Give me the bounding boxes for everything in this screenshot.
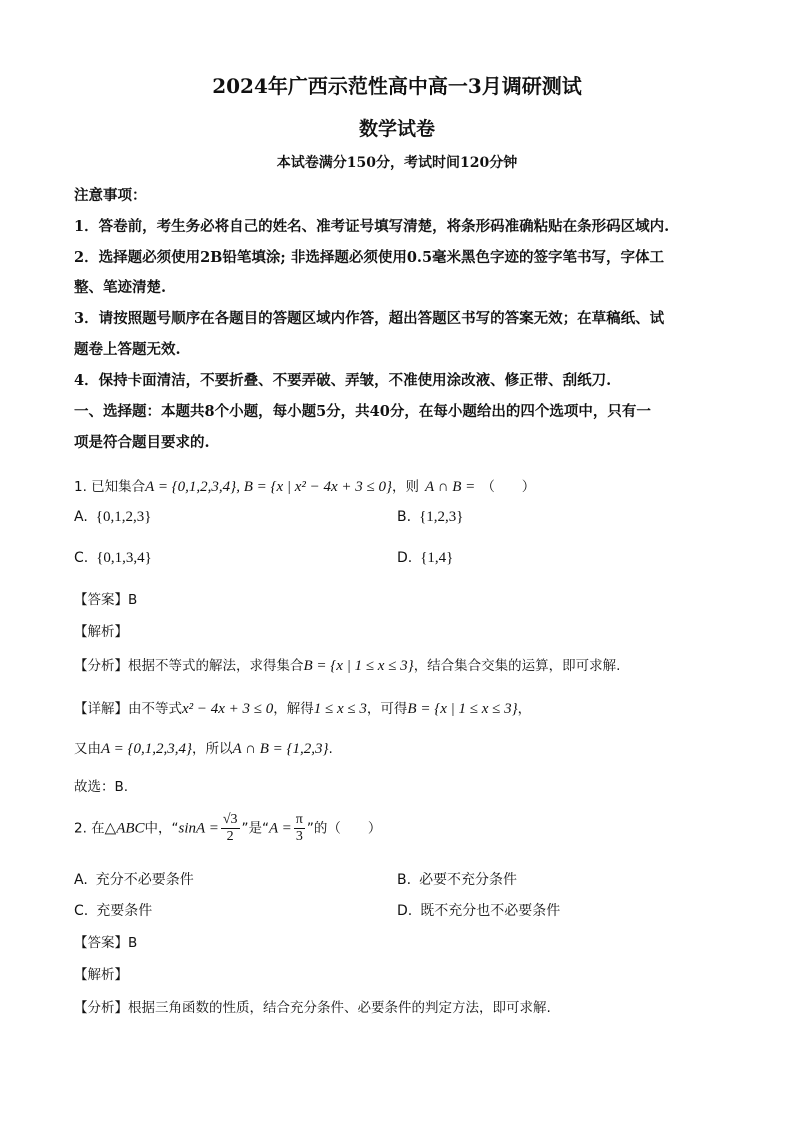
q1-prefix: 1. 已知集合	[74, 479, 146, 495]
note-item-3: 3．请按照题号顺序在各题目的答题区域内作答，超出答题区书写的答案无效；在草稿纸、试	[74, 310, 665, 327]
option-label: D.	[397, 550, 413, 566]
frac-numerator: √3	[222, 812, 238, 827]
document-subtitle: 数学试卷	[358, 118, 435, 140]
note-item-1: 1．答卷前，考生务必将自己的姓名、准考证号填写清楚，将条形码准确粘贴在条形码区域内.	[74, 218, 670, 235]
q1-fenxi	[74, 654, 734, 675]
fenxi-tag: 【分析】	[74, 1000, 128, 1016]
option-label: B.	[397, 509, 412, 525]
q1-analysis-tag: 【解析】	[74, 624, 128, 640]
option-value: 既不充分也不必要条件	[420, 903, 561, 919]
q2-prefix: 2. 在	[74, 820, 105, 837]
answer-value: B	[128, 935, 138, 951]
option-label: B.	[397, 872, 412, 888]
option-value: {0,1,2,3}	[95, 509, 152, 525]
q2-option-d	[397, 900, 560, 920]
notes-heading: 注意事项：	[74, 187, 147, 204]
frac-numerator: π	[295, 812, 303, 827]
note-item-4: 4．保持卡面清洁，不要折叠、不要弄破、弄皱，不准使用涂改液、修正带、刮纸刀.	[74, 372, 612, 389]
q2-triangle: △ABC	[104, 820, 145, 837]
answer-tag: 【答案】	[74, 592, 128, 608]
frac-denominator: 3	[295, 829, 303, 844]
option-label: C.	[74, 903, 89, 919]
option-label: A.	[74, 509, 88, 525]
q1-option-b	[397, 509, 463, 526]
fenxi-tag: 【分析】	[74, 658, 128, 674]
q1-option-a	[74, 509, 151, 526]
option-value: 必要不充分条件	[419, 872, 518, 888]
option-value: 充要条件	[96, 903, 153, 919]
option-label: D.	[397, 903, 413, 919]
q1-choose: 故选：B.	[74, 779, 129, 795]
xj2-math-1: A = {0,1,2,3,4}	[101, 741, 193, 757]
q2-option-a	[74, 869, 194, 889]
xj-text-2: ，解得	[273, 701, 314, 717]
frac-denominator: 2	[226, 829, 234, 844]
xj-text-3: ，可得	[366, 701, 408, 717]
question-1-stem	[74, 475, 734, 496]
q1-suffix: ，则	[392, 479, 420, 495]
q1-set-b: , B = {x | x² − 4x + 3 ≤ 0}	[236, 479, 393, 495]
q2-mid-2: ”是“	[241, 820, 270, 837]
question-2-stem	[74, 812, 734, 845]
q1-option-d	[397, 550, 453, 567]
xj2-text-3: .	[328, 741, 333, 757]
q2-option-b	[397, 869, 517, 889]
xj-text-1: 由不等式	[128, 701, 182, 717]
q2-sin: sinA =	[178, 820, 219, 837]
exam-info: 本试卷满分150分，考试时间120分钟	[276, 155, 518, 171]
q1-option-c	[74, 550, 152, 567]
note-item-3-cont: 题卷上答题无效.	[74, 341, 181, 358]
xj2-text-2: ，所以	[192, 741, 233, 757]
q2-fraction-sqrt3-over-2	[221, 812, 240, 845]
q1-set-a: A = {0,1,2,3,4}	[145, 479, 237, 495]
xj-math-1: x² − 4x + 3 ≤ 0	[182, 701, 274, 717]
q1-paren: （ ）	[481, 479, 536, 495]
q1-xiangjie-cont	[74, 737, 734, 758]
fenxi-text: 根据三角函数的性质，结合充分条件、必要条件的判定方法，即可求解.	[128, 1000, 551, 1016]
option-label: C.	[74, 550, 89, 566]
section-heading-cont: 项是符合题目要求的.	[74, 434, 210, 451]
xj-math-2: 1 ≤ x ≤ 3	[313, 701, 367, 717]
option-value: {0,1,3,4}	[96, 550, 152, 566]
q1-xiangjie	[74, 697, 734, 718]
xj-math-3: B = {x | 1 ≤ x ≤ 3}	[407, 701, 518, 717]
fenxi-math: B = {x | 1 ≤ x ≤ 3}	[303, 658, 414, 674]
xj-text-4: ，	[517, 701, 532, 717]
q2-fraction-pi-over-3	[294, 812, 305, 845]
xiangjie-tag: 【详解】	[74, 701, 128, 717]
xj2-math-2: A ∩ B = {1,2,3}	[232, 741, 329, 757]
q2-suffix: ”的（ ）	[306, 820, 382, 837]
section-heading: 一、选择题：本题共8个小题，每小题5分，共40分，在每小题给出的四个选项中，只有一	[74, 403, 651, 420]
answer-value: B	[128, 592, 138, 608]
q1-answer	[74, 588, 734, 608]
note-item-2: 2．选择题必须使用2B铅笔填涂; 非选择题必须使用0.5毫米黑色字迹的签字笔书写，字体工	[74, 249, 665, 266]
q1-expr: A ∩ B =	[425, 479, 476, 495]
q2-option-c	[74, 900, 152, 920]
fenxi-text-2: ，结合集合交集的运算，即可求解.	[413, 658, 621, 674]
xj2-text-1: 又由	[74, 741, 101, 757]
q2-fenxi	[74, 996, 734, 1016]
option-value: {1,4}	[420, 550, 454, 566]
q2-answer	[74, 931, 734, 951]
answer-tag: 【答案】	[74, 935, 128, 951]
option-label: A.	[74, 872, 88, 888]
q2-analysis-tag: 【解析】	[74, 967, 128, 983]
option-value: {1,2,3}	[419, 509, 464, 525]
q2-a-eq: A =	[269, 820, 292, 837]
option-value: 充分不必要条件	[95, 872, 194, 888]
fenxi-text: 根据不等式的解法，求得集合	[128, 658, 304, 674]
q2-mid-1: 中，“	[144, 820, 179, 837]
note-item-2-cont: 整、笔迹清楚.	[74, 279, 167, 296]
document-title: 2024年广西示范性高中高一3月调研测试	[212, 74, 582, 98]
